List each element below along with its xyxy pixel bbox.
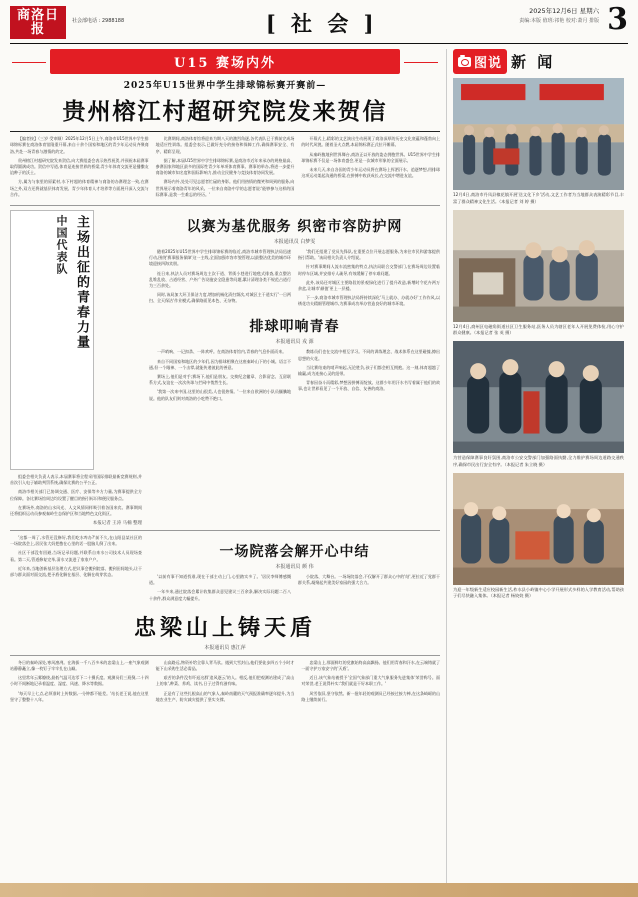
photo-4-image	[453, 473, 624, 585]
editor-credits: 责编:本版 值班:祁艳 校对:萧月 排版	[519, 18, 600, 25]
lead-col-2: 比赛期间,商洛体育馆将迎来为期八天的激烈角逐,各代表队已于赛前完成场地适应性训练。组委会表示,已做好充分的接待和保障工作,确保赛事安全、有序、精彩呈现。 据了解,本届U15世界中学生排球锦标赛,是商洛市近年来承办的规格最高、参赛国家和地区最多的国际性青少年单项体育赛事。赛事的举办,将进一步提升商洛的城市知名度和国际影响力,推动全民健身与竞技体育协同发展。 赛场内外,处处可见志愿者忙碌的身影。他们用热情的微笑和周到的服务,向世界展示着商洛青年的风采。一位来自商洛中学的志愿者说:'能够参与这样的国际赛事,是我一生难忘的经历。'	[155, 136, 295, 197]
article4-block	[149, 535, 440, 605]
article5-col-2: 山高路远,物资补给全靠人背马驮。遇到大雪封山,他们要徒步四五个小时才能下山采购生活必需品。 艰苦的条件没有吓退这群'追风逐云'的人。相反,他们把观测站建成了'高山上的家',种菜、养鸡、读书,日子过得有滋有味。 正是有了这些扎根高山的气象人,秦岭南麓的天气预报准确率逐年提升,为当地农业生产、防灾减灾提供了坚实支撑。	[155, 659, 295, 702]
mid-articles	[149, 210, 440, 526]
photo-section-title: 新 闻	[511, 53, 556, 72]
vertical-feature	[10, 210, 142, 526]
article2-title: 以赛为基优服务 织密市容防护网	[186, 218, 403, 235]
vertical-title-block	[10, 210, 94, 470]
article4-side-col: '这都一周了,水管还没修好,我们吃水咋办?'前不久,在山阳县某社区的一场院落会上,居民张大妈把憋在心里的话一股脑儿倒了出来。 社区干部没有回避,当场记录问题,并联系自来水公司技术人员现场查看。第二天,管道修复完毕,清水又流进了家家户户。 近年来,当地创新基层治理方式,把议事会搬到院落、搬到田间地头,让干部与群众面对面交流,把矛盾化解在基层、化解在萌芽状态。	[10, 535, 142, 578]
article5-col-1: 冬日的秦岭深处,寒风凛冽。在海拔一千八百多米的忠梁山上,一座气象观测站静静矗立,像一枚钉子牢牢扎在山巅。 这里常年云雾缭绕,最低气温可达零下二十摄氏度。观测员们三班倒,二十四小时不间断地记录着温度、湿度、风速、降水等数据。 '每天早上七点,必须准时上传数据,一分钟都不能差。'站长老王说,他在这里坚守了整整十八年。	[10, 659, 149, 702]
photo-3-image	[453, 341, 624, 453]
article4-col-2: 小院落、大舞台。一场场院落会,不仅解开了群众心中的'结',更拉近了党群干群关系,凝聚起共建美好家园的强大合力。	[298, 574, 440, 586]
masthead-left	[10, 6, 124, 39]
photo-4-caption: 为迎一年级新生适应校园新生活,柞水县小岭镇中心小学开展形式多样的入学教育活动,帮助孩子们尽快融入集体。（本报记者 杨姣姣 摄）	[453, 587, 624, 599]
article5-col-3: 忠梁山上,那面鲜红的党旗始终高高飘扬。他们用青春和汗水,在云端铸就了一面守护万家安宁的'天盾'。 近日,该气象站被授予'全国气象部门重大气象服务先进集体'荣誉称号。面对荣誉,老王说得朴实:'我们就是干好本职工作。' 风雪依旧,坚守依然。新一批年轻的观测员已经接过接力棒,在这条崎岖的山路上继续前行。	[301, 659, 441, 702]
lead-col-3: 开幕式上,精彩的文艺演出生动展现了商洛深厚的历史文化底蕴和蓬勃向上的时代风貌。随着圣火点燃,本届锦标赛正式拉开帷幕。 从秦岭腹地到世界舞台,商洛正以开放的姿态拥抱世界。U15世界中学生排球锦标赛不仅是一场体育盛会,更是一次城市形象的全面展示。 未来几天,来自各国的青少年运动员将在赛场上挥洒汗水、追逐梦想,用排球这项运动架起沟通的桥梁,在拼搏中收获成长,在交流中增进友谊。	[301, 136, 441, 179]
article2-col-1: 随着2025年U15世界中学生排球锦标赛的临近,商洛市城市管理执法局迅速行动,围绕'赛事服务保障'这一主线,全面加强市容市貌管理,以最整洁优美的城市环境迎接四海宾朋。 连日来,执法人员对赛场周边主次干道、背街小巷进行地毯式排查,重点整治乱堆乱放、占道经营、户外广告设施安全隐患等问题,累计清理各类不规范占道行为三百余处。 同时,该局加大环卫保洁力度,增加机械化清扫频次,对城区主干道实行'一日两扫、全天保洁'作业模式,确保路面见本色、无杂物。	[149, 248, 292, 304]
masthead-contact: 社会部电话 : 2988188	[72, 18, 125, 24]
photo-1-caption: 12月4日,商洛市丹凤县棣花镇开展'送文化下乡'活动,文艺工作者为当地群众表演精彩节目,丰富了群众精神文化生活。（本报记者 刘 婷 摄）	[453, 192, 624, 204]
article5-byline: 本报通讯员 惠江萍	[204, 644, 246, 651]
lead-kicker: 2025年U15世界中学生排球锦标赛开赛前—	[123, 81, 327, 92]
article4-byline: 本报通讯员 颜 伟	[275, 564, 314, 571]
lead-banner: U15 赛场内外	[50, 49, 400, 74]
photo-4	[453, 473, 624, 585]
publish-date: 2025年12月6日 星期六	[529, 7, 600, 15]
lead-col-1: 【编者按】（三岁 受审顺）2025年12月5日上午,商洛市U15世界中学生排球锦标赛在商洛体育馆隆重开幕,来自十余个国家和地区的青少年运动员齐聚商洛,共赴一场青春与激情的约定。 贵州榕江村超研究院发来贺信,向大赛组委会表示热烈祝贺,并预祝本届赛事取得圆满成功。贺信中写道,体育是连接世界的桥梁,青少年体育交流更是播撒友谊种子的沃土。 方,属为与家里的原素材,水下村超的体育精神与商洛的办赛理念一致,在赛场之外,双方还将就基层体育发展、青少年体育人才培养等方面展开深入交流与合作。	[10, 136, 149, 197]
photo-3	[453, 341, 624, 453]
vertical-feature-body: 组委会相关负责人表示,本届赛事将全程采用国际排联最新竞赛规则,并首次引入电子辅助判罚系统,确保比赛的公平公正。 商洛市相关部门已协调交通、医疗、安保等多方力量,为赛事提供全方位保障。各比赛场馆周边均设置了醒目的指引标识和便民服务点。 在赛场外,商洛的山水风光、人文风情同样吸引着各国来宾。赛事期间还将组织运动员参观秦岭生态保护区和当地特色文化街区。	[10, 473, 142, 516]
lead-headline: 贵州榕江村超研究院发来贺信	[62, 98, 388, 126]
article3-col-1: 一声哨响、一记扣杀、一阵欢呼。在商洛体育馆内,青春的气息扑面而来。 来自不同国家和地区的少年们,因为排球相聚在这座秦岭山下的小城。语言不通,但一个眼神、一个击掌,就能传递彼此的善意。 赛场上,他们是对手;赛场下,他们是朋友。交换纪念徽章、合影留念、互留联系方式,友谊在一次次传球与拦网中悄然生长。 '我第一次来中国,这里的山很美,人也很热情。'一位来自欧洲的小队员腼腆地说。他的队友们则对商洛的小吃赞不绝口。	[149, 349, 291, 401]
article4-title: 一场院落会解开心中结	[219, 544, 370, 561]
photo-2-caption: 12月4日,商州区电磁角街道社区卫生服务站,医务人员为辖区老年人开展免费体检,用心守护群众健康。（本报记者 张 英 摄）	[453, 323, 624, 336]
lead-body	[10, 136, 440, 201]
camera-icon	[458, 57, 471, 67]
page-number: 3	[607, 2, 628, 37]
photo-2	[453, 210, 624, 322]
main-content	[10, 49, 440, 889]
photo-section-logo	[453, 49, 624, 74]
photo-3-caption: 为营造保障赛事良好氛围,商洛市公安交警部门加强路面执勤,全力维护赛场周边道路交通秩序,确保市民出行安全有序。（本报记者 朱立晓 摄）	[453, 455, 624, 467]
vertical-feature-byline: 本报记者 王涛 马楠 整理	[92, 521, 142, 527]
article2-byline: 本报通讯员 白梦雯	[273, 238, 316, 245]
article2-col-2: '我们还组建了党员先锋队,在重要点位开展志愿服务,为来往市民和游客提供指引帮助。'该局相关负责人介绍说。 针对赛事期间人流车流密集的特点,执法局联合交警部门,在赛场周边设置临时停车区域,并安排专人疏导,有效缓解了停车难问题。 此外,该局还对城区主要路段的景观绿化进行了提升改造,新增时令花卉两万余盆,让城市'颜值'更上一层楼。 下一步,商洛市城市管理执法局将持续深化'马上就办、办就办好'工作作风,以绣花功夫精细管理城市,为赛事成功举办营造良好的城市环境。	[298, 248, 440, 307]
article3-col-2: 教练员们也在交流中相互学习。不同的训练理念、战术体系在这里碰撞,擦出思想的火花。 当比赛结束的哨声响起,无论胜负,孩子们都会相互拥抱。这一刻,体育超越了输赢,成为连接心灵的纽带。 青春因奋斗而精彩,梦想因拼搏而绽放。这群少年用汗水书写着属于他们的故事,也让世界看见了一个开放、自信、友善的商洛。	[298, 349, 440, 392]
photo-1	[453, 78, 624, 190]
newspaper-logo: 商洛日报	[10, 6, 66, 39]
masthead-right	[519, 2, 628, 37]
photo-column	[446, 49, 624, 889]
article3-title: 排球叩响青春	[249, 319, 340, 336]
photo-section-badge: 图说	[453, 49, 507, 74]
article3-byline: 本报通讯员 戎 源	[275, 339, 314, 346]
vertical-title-top: 中国代表队	[55, 214, 68, 275]
masthead	[10, 2, 628, 44]
article4-col-1: '以前有事不知道找谁,现在干部主动上门,心里踏实多了。'居民李师傅感慨道。 一年多来,通过院落会累计收集群众意见建议三百余条,解决实际问题二百八十余件,群众满意度大幅提升。	[149, 574, 291, 601]
photo-2-image	[453, 210, 624, 322]
photo-1-image	[453, 78, 624, 190]
footer-strip	[0, 883, 638, 897]
article5-title: 忠梁山上铸天盾	[133, 614, 316, 641]
vertical-title-main: 主场出征的青春力量	[74, 214, 89, 350]
section-title: [ 社 会 ]	[265, 11, 378, 36]
